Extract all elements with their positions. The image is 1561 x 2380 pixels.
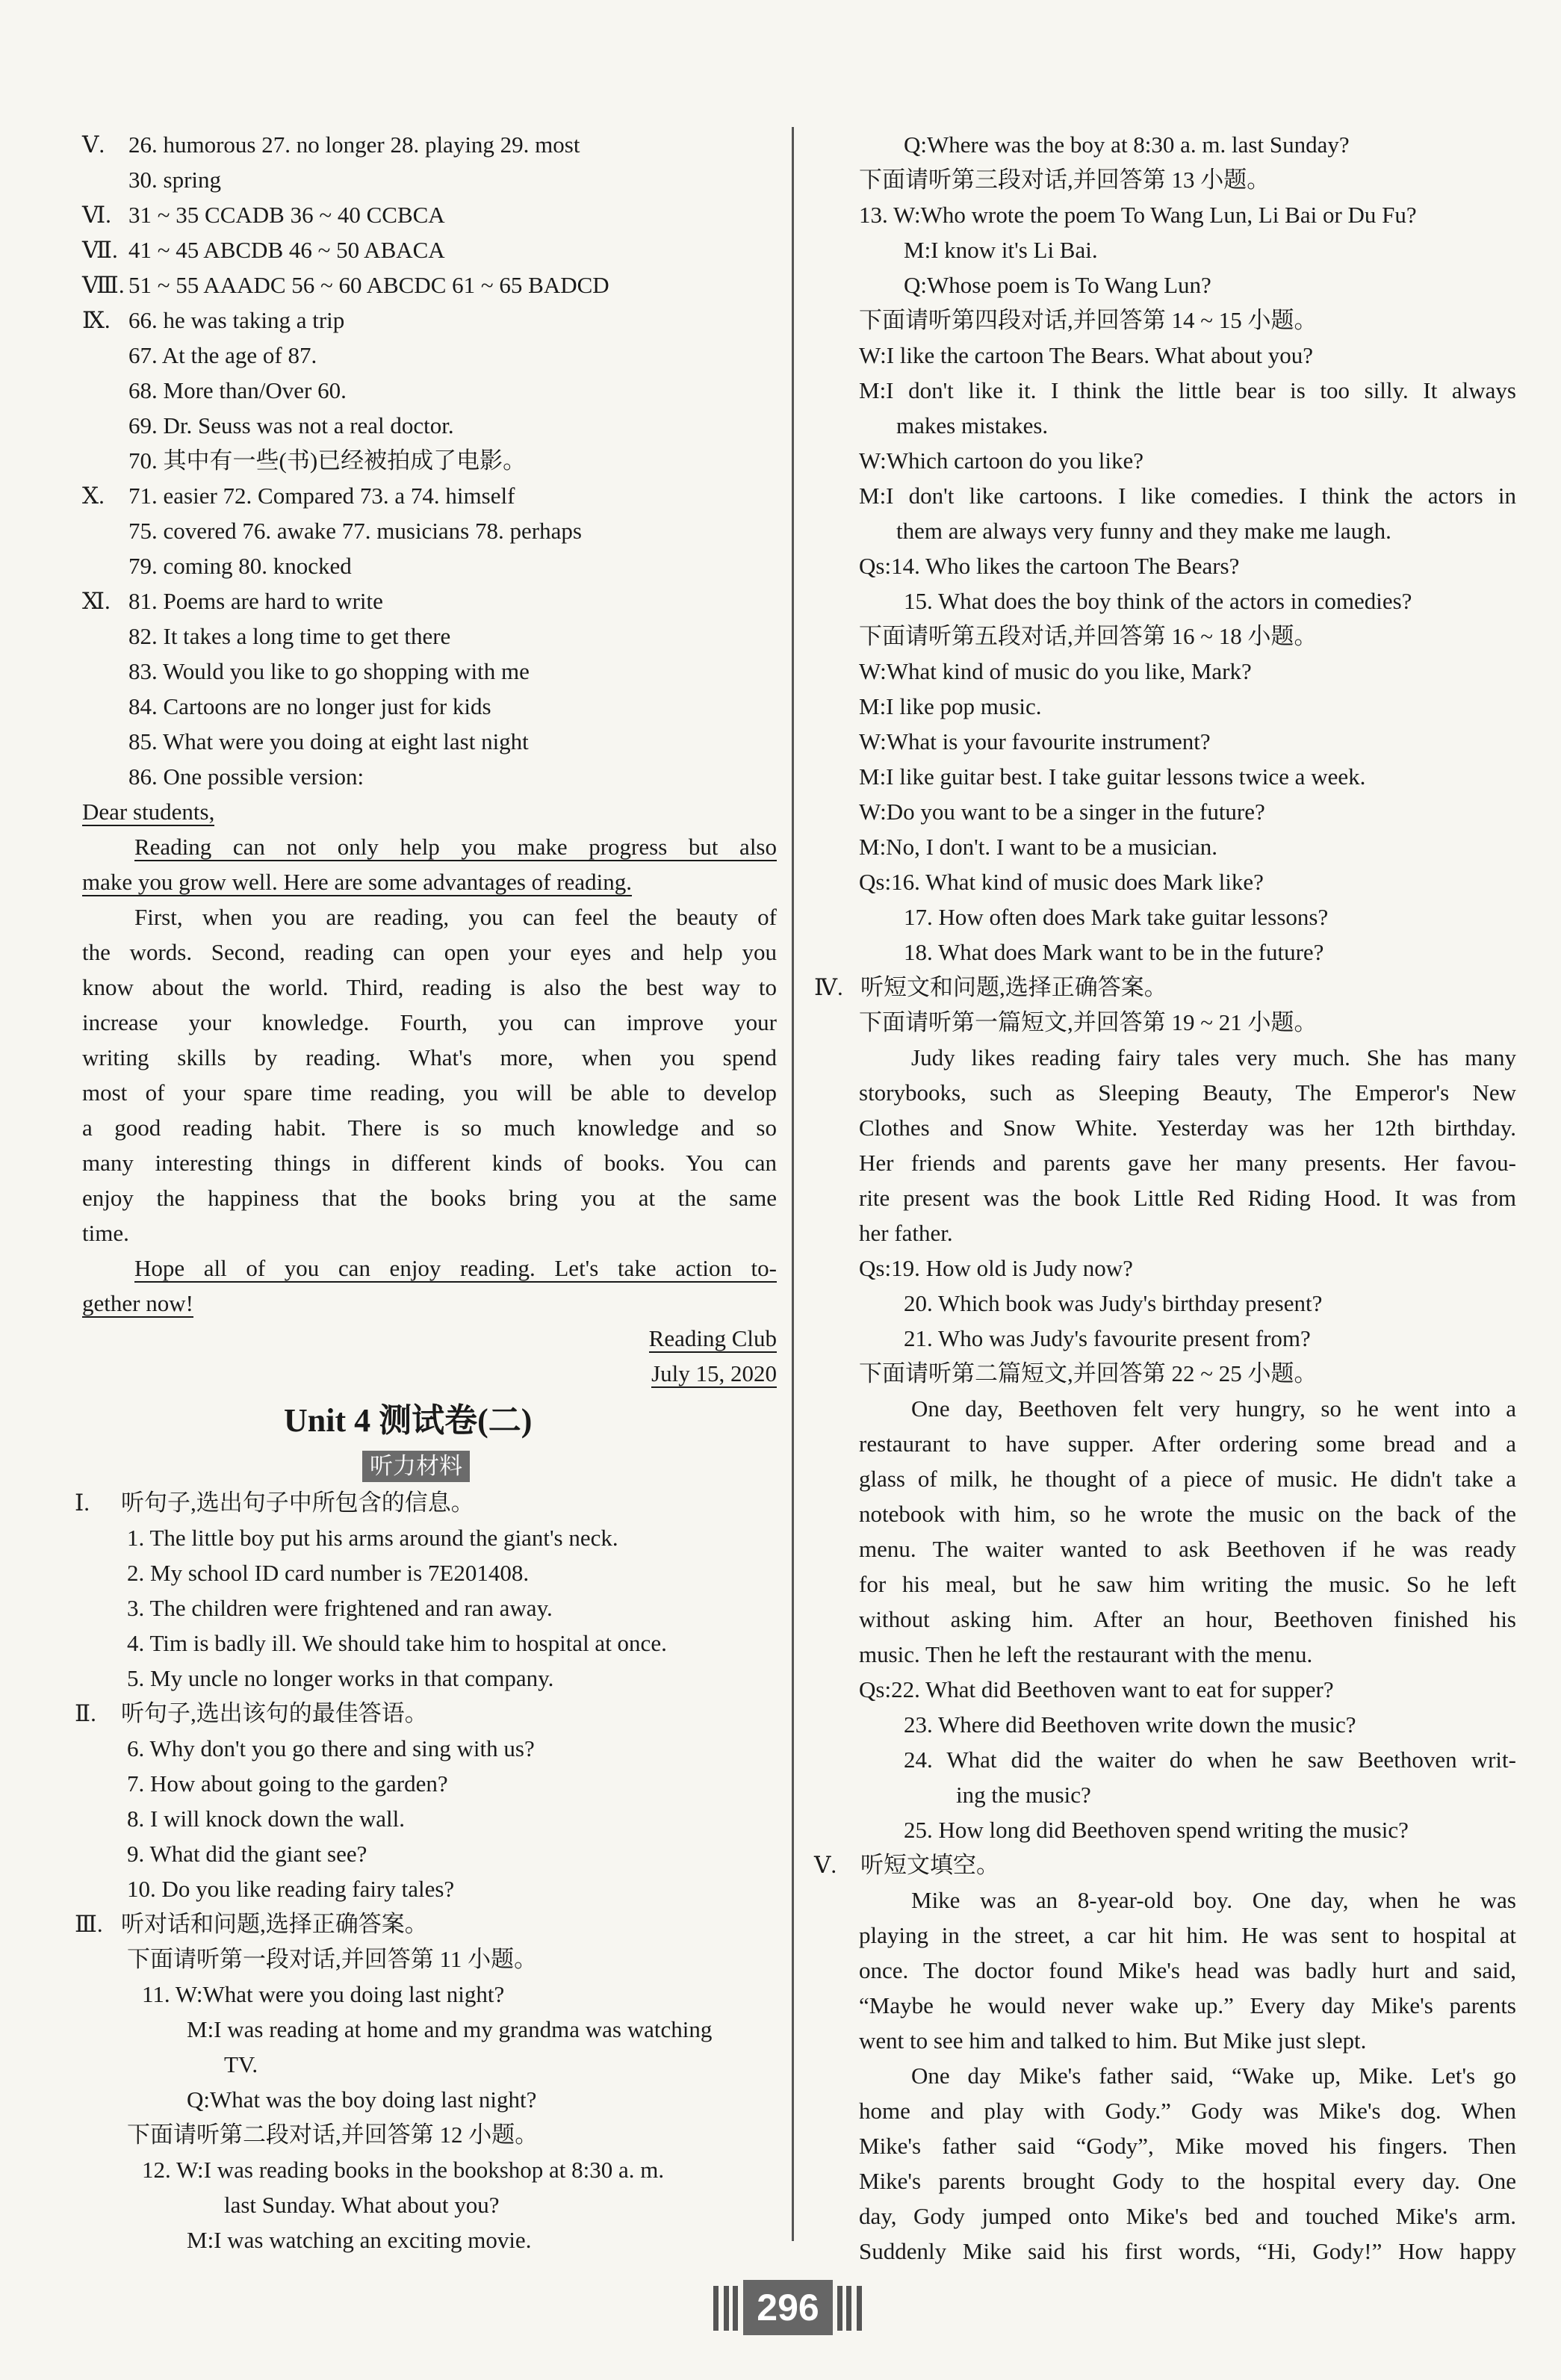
answer-line: 82. It takes a long time to get there	[128, 623, 451, 649]
passage-line: went to see him and talked to him. But Mike just slept.	[859, 2027, 1367, 2054]
dialogue-heading: 下面请听第一段对话,并回答第 11 小题。	[127, 1946, 538, 1972]
passage-heading: 下面请听第二篇短文,并回答第 22 ~ 25 小题。	[859, 1360, 1318, 1386]
answer-line: 67. At the age of 87.	[128, 342, 317, 368]
answer-line: 70. 其中有一些(书)已经被拍成了电影。	[128, 447, 527, 474]
passage-line: rite present was the book Little Red Riding Hood. It was from	[859, 1185, 1516, 1211]
page-number-bar	[733, 2286, 738, 2331]
answer-line: Ⅸ. 66. he was taking a trip	[82, 307, 345, 333]
passage-line: storybooks, such as Sleeping Beauty, The Emperor's New	[859, 1079, 1516, 1106]
passage-line: Suddenly Mike said his first words, “Hi, Gody!” How happy	[859, 2238, 1516, 2264]
passage-line: Mike's parents brought Gody to the hospital every day. One	[859, 2168, 1516, 2194]
answer-line: Ⅵ. 31 ~ 35 CCADB 36 ~ 40 CCBCA	[82, 202, 445, 228]
dialogue-line: 13. W:Who wrote the poem To Wang Lun, Li Bai or Du Fu?	[859, 202, 1417, 228]
passage-line: her father.	[859, 1220, 953, 1246]
question-line: 20. Which book was Judy's birthday present?	[904, 1290, 1323, 1316]
answer-line: 69. Dr. Seuss was not a real doctor.	[128, 412, 454, 438]
dialogue-line: 12. W:I was reading books in the bookshop at 8:30 a. m.	[142, 2157, 665, 2183]
page-number-badge	[706, 2280, 870, 2335]
dialogue-line: them are always very funny and they make me laugh.	[896, 518, 1391, 544]
answer-line: 83. Would you like to go shopping with me	[128, 658, 530, 684]
dialogue-line: W:What is your favourite instrument?	[859, 728, 1211, 754]
letter-signature: Reading Club	[648, 1325, 777, 1351]
letter-line: make you grow well. Here are some advantages of reading.	[82, 869, 632, 895]
answer-line: Ⅺ. 81. Poems are hard to write	[82, 588, 383, 614]
passage-line: “Maybe he would never wake up.” Every day Mike's parents	[859, 1992, 1516, 2018]
passage-line: Clothes and Snow White. Yesterday was her 12th birthday.	[859, 1115, 1516, 1141]
dialogue-heading: 下面请听第二段对话,并回答第 12 小题。	[127, 2122, 539, 2148]
listening-item: 3. The children were frightened and ran away.	[127, 1595, 553, 1621]
letter-line: time.	[82, 1220, 129, 1246]
answer-line: 85. What were you doing at eight last night	[128, 728, 529, 754]
page-number-bar	[724, 2286, 729, 2331]
dialogue-line: 11. W:What were you doing last night?	[142, 1981, 505, 2007]
answer-line: 30. spring	[128, 167, 221, 193]
passage-line: Her friends and parents gave her many presents. Her favou-	[859, 1150, 1516, 1176]
question-line: ing the music?	[956, 1782, 1091, 1808]
letter-greeting: Dear students,	[82, 799, 215, 825]
letter-line: Hope all of you can enjoy reading. Let's take action to-	[134, 1255, 777, 1281]
letter-line: know about the world. Third, reading is also the best way to	[82, 974, 777, 1000]
section-heading: Ⅳ. 听短文和问题,选择正确答案。	[814, 974, 1167, 1000]
section-heading: Ⅴ. 听短文填空。	[814, 1852, 999, 1878]
passage-line: notebook with him, so he wrote the music on the back of the	[859, 1501, 1516, 1527]
dialogue-heading: 下面请听第五段对话,并回答第 16 ~ 18 小题。	[859, 623, 1318, 649]
listening-item: 2. My school ID card number is 7E201408.	[127, 1560, 530, 1586]
passage-line: day, Gody jumped onto Mike's bed and touched Mike's arm.	[859, 2203, 1516, 2229]
listening-item: 1. The little boy put his arms around the giant's neck.	[127, 1525, 618, 1551]
answer-line: 84. Cartoons are no longer just for kids	[128, 693, 491, 719]
answer-line: Ⅴ. 26. humorous 27. no longer 28. playing 29. most	[82, 131, 580, 158]
question-line: 21. Who was Judy's favourite present from?	[904, 1325, 1311, 1351]
passage-line: restaurant to have supper. After ordering some bread and a	[859, 1431, 1516, 1457]
letter-line: many interesting things in different kinds of books. You can	[82, 1150, 777, 1176]
answer-line: 86. One possible version:	[128, 763, 364, 790]
passage-line: One day Mike's father said, “Wake up, Mike. Let's go	[911, 2063, 1516, 2089]
passage-line: once. The doctor found Mike's head was badly hurt and said,	[859, 1957, 1516, 1983]
passage-line: Judy likes reading fairy tales very much. She has many	[911, 1044, 1516, 1070]
dialogue-line: Q:What was the boy doing last night?	[187, 2086, 537, 2113]
section-heading: Ⅰ. 听句子,选出句子中所包含的信息。	[75, 1490, 474, 1516]
listening-item: 7. How about going to the garden?	[127, 1770, 448, 1797]
answer-line: Ⅹ. 71. easier 72. Compared 73. a 74. himself	[82, 483, 515, 509]
answer-line: 68. More than/Over 60.	[128, 377, 347, 403]
dialogue-line: M:No, I don't. I want to be a musician.	[859, 834, 1217, 860]
passage-line: menu. The waiter wanted to ask Beethoven if he was ready	[859, 1536, 1516, 1562]
passage-heading: 下面请听第一篇短文,并回答第 19 ~ 21 小题。	[859, 1009, 1318, 1035]
dialogue-line: M:I know it's Li Bai.	[904, 237, 1098, 263]
passage-line: home and play with Gody.” Gody was Mike's dog. When	[859, 2098, 1516, 2124]
question-line: Qs:19. How old is Judy now?	[859, 1255, 1133, 1281]
passage-line: playing in the street, a car hit him. He was sent to hospital at	[859, 1922, 1516, 1948]
dialogue-line: M:I was watching an exciting movie.	[187, 2227, 532, 2253]
dialogue-line: 17. How often does Mark take guitar lessons?	[904, 904, 1329, 930]
question-line: 23. Where did Beethoven write down the music?	[904, 1711, 1356, 1738]
question-line: Qs:22. What did Beethoven want to eat for supper?	[859, 1676, 1334, 1702]
passage-line: without asking him. After an hour, Beethoven finished his	[859, 1606, 1516, 1632]
passage-line: One day, Beethoven felt very hungry, so he went into a	[911, 1395, 1516, 1422]
listening-item: 6. Why don't you go there and sing with us?	[127, 1735, 535, 1761]
dialogue-line: W:I like the cartoon The Bears. What about you?	[859, 342, 1314, 368]
passage-line: Mike was an 8-year-old boy. One day, when he was	[911, 1887, 1516, 1913]
dialogue-line: W:Which cartoon do you like?	[859, 447, 1144, 474]
listening-item: 9. What did the giant see?	[127, 1841, 367, 1867]
section-banner: 听力材料	[362, 1451, 470, 1482]
letter-line: gether now!	[82, 1290, 193, 1316]
listening-item: 10. Do you like reading fairy tales?	[127, 1876, 455, 1902]
dialogue-line: Qs:14. Who likes the cartoon The Bears?	[859, 553, 1240, 579]
section-heading: Ⅱ. 听句子,选出该句的最佳答语。	[75, 1700, 428, 1726]
answer-line: Ⅷ. 51 ~ 55 AAADC 56 ~ 60 ABCDC 61 ~ 65 BADCD	[82, 272, 609, 298]
listening-item: 4. Tim is badly ill. We should take him to hospital at once.	[127, 1630, 667, 1656]
dialogue-line: M:I like guitar best. I take guitar lessons twice a week.	[859, 763, 1366, 790]
letter-line: a good reading habit. There is so much knowledge and so	[82, 1115, 777, 1141]
dialogue-line: M:I was reading at home and my grandma was watching	[187, 2016, 713, 2042]
letter-line: writing skills by reading. What's more, when you spend	[82, 1044, 777, 1070]
dialogue-line: M:I don't like it. I think the little bear is too silly. It always	[859, 377, 1516, 403]
letter-line: the words. Second, reading can open your eyes and help you	[82, 939, 777, 965]
letter-line: Reading can not only help you make progress but also	[134, 834, 777, 860]
passage-line: Mike's father said “Gody”, Mike moved his fingers. Then	[859, 2133, 1516, 2159]
answer-line: 79. coming 80. knocked	[128, 553, 352, 579]
dialogue-line: W:What kind of music do you like, Mark?	[859, 658, 1252, 684]
dialogue-line: Q:Where was the boy at 8:30 a. m. last Sunday?	[904, 131, 1350, 158]
question-line: 25. How long did Beethoven spend writing the music?	[904, 1817, 1409, 1843]
passage-line: music. Then he left the restaurant with the menu.	[859, 1641, 1313, 1667]
answer-line: 75. covered 76. awake 77. musicians 78. perhaps	[128, 518, 582, 544]
letter-line: increase your knowledge. Fourth, you can improve your	[82, 1009, 777, 1035]
page-number: 296	[743, 2280, 833, 2335]
dialogue-line: M:I don't like cartoons. I like comedies. I think the actors in	[859, 483, 1516, 509]
page-number-bar	[837, 2286, 842, 2331]
passage-line: glass of milk, he thought of a piece of music. He didn't take a	[859, 1466, 1516, 1492]
passage-line: for his meal, but he saw him writing the music. So he left	[859, 1571, 1516, 1597]
page-number-bar	[713, 2286, 719, 2331]
dialogue-line: makes mistakes.	[896, 412, 1049, 438]
dialogue-line: Q:Whose poem is To Wang Lun?	[904, 272, 1211, 298]
letter-line: most of your spare time reading, you will be able to develop	[82, 1079, 777, 1106]
dialogue-line: M:I like pop music.	[859, 693, 1042, 719]
page-number-bar	[846, 2286, 851, 2331]
letter-date: July 15, 2020	[651, 1360, 777, 1386]
question-line: 24. What did the waiter do when he saw Beethoven writ-	[904, 1747, 1516, 1773]
letter-line: enjoy the happiness that the books bring you at the same	[82, 1185, 777, 1211]
dialogue-line: Qs:16. What kind of music does Mark like?	[859, 869, 1264, 895]
dialogue-line: last Sunday. What about you?	[224, 2192, 500, 2218]
listening-item: 8. I will knock down the wall.	[127, 1806, 405, 1832]
listening-item: 5. My uncle no longer works in that company.	[127, 1665, 554, 1691]
dialogue-heading: 下面请听第三段对话,并回答第 13 小题。	[859, 167, 1270, 193]
dialogue-line: 18. What does Mark want to be in the future?	[904, 939, 1324, 965]
dialogue-line: W:Do you want to be a singer in the future?	[859, 799, 1265, 825]
section-heading: Ⅲ. 听对话和问题,选择正确答案。	[75, 1911, 428, 1937]
page-number-bar	[857, 2286, 862, 2331]
letter-line: First, when you are reading, you can feel the beauty of	[134, 904, 777, 930]
dialogue-line: TV.	[224, 2051, 258, 2077]
column-divider	[792, 127, 794, 2241]
dialogue-heading: 下面请听第四段对话,并回答第 14 ~ 15 小题。	[859, 307, 1318, 333]
dialogue-line: 15. What does the boy think of the actors in comedies?	[904, 588, 1412, 614]
unit-title: Unit 4 测试卷(二)	[284, 1402, 533, 1439]
answer-line: Ⅶ. 41 ~ 45 ABCDB 46 ~ 50 ABACA	[82, 237, 445, 263]
